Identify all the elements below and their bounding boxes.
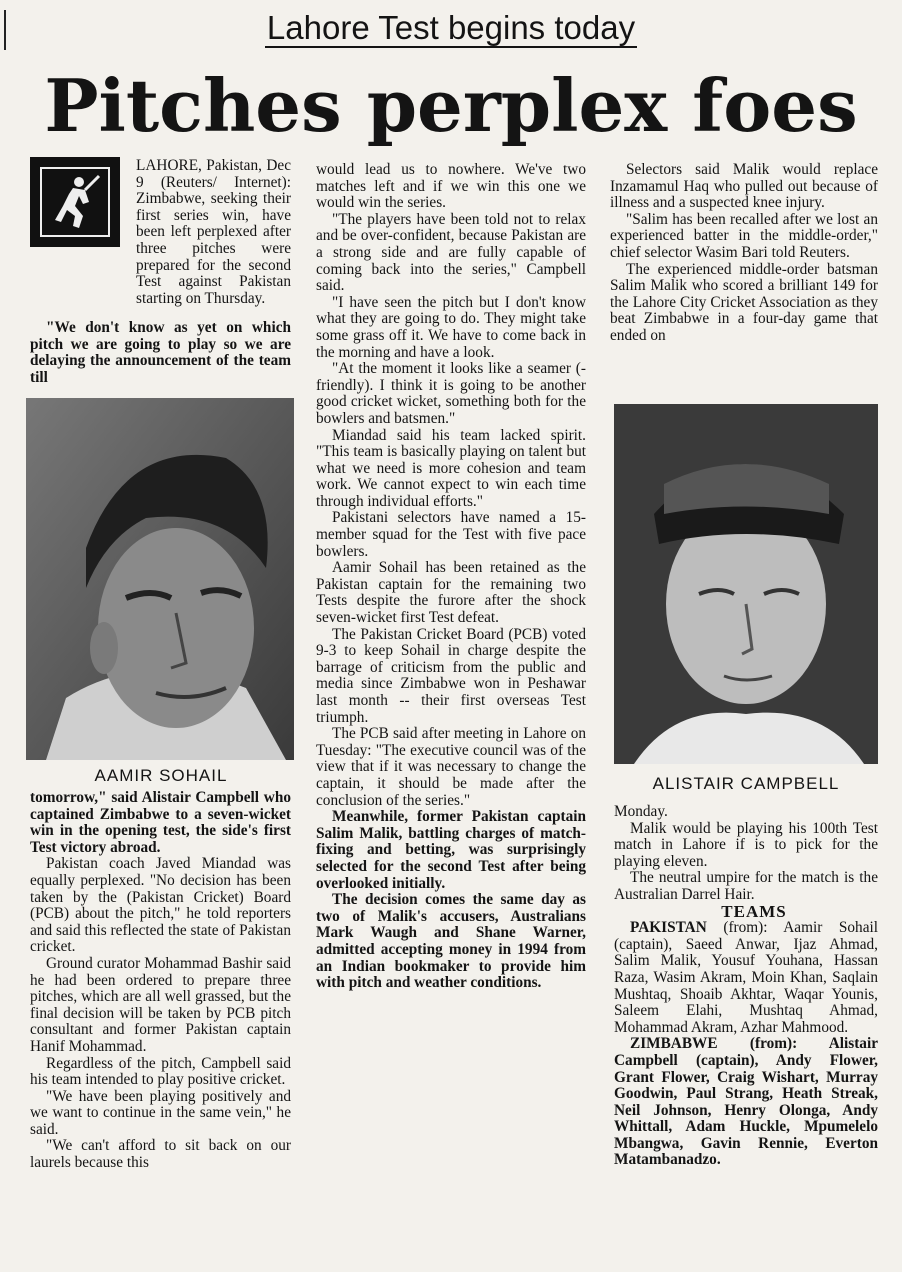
article-paragraph: The PCB said after meeting in Lahore on Tuesday: "The executive council was of the view that if it was necessary to change the captain, it should be made after the conclusion of the series.": [316, 725, 586, 809]
article-paragraph: "We have been playing positively and we want to continue in the same vein," he said.: [30, 1087, 291, 1138]
article-col3-top: [610, 162, 878, 345]
article-paragraph: Malik would be playing his 100th Test match in Lahore if is to pick for the playing eleven.: [614, 819, 878, 870]
article-paragraph: The neutral umpire for the match is the Australian Darrel Hair.: [614, 869, 878, 903]
article-paragraph: "We don't know as yet on which pitch we are going to play so we are delaying the announcement of the team till: [30, 319, 291, 386]
article-paragraph: "The players have been told not to relax and be over-confident, because Pakistan are a strong side and are fully capable of coming back into the series," Campbell said.: [316, 210, 586, 295]
article-paragraph: "At the moment it looks like a seamer (-friendly). I think it is going to be another good cricket wicket, something both for the bowlers and batsmen.": [316, 360, 586, 427]
article-paragraph: Pakistani selectors have named a 15-member squad for the Test with five pace bowlers.: [316, 509, 586, 560]
article-paragraph: Miandad said his team lacked spirit. "This team is basically playing on talent but what we need is more cohesion and team work. We cannot expect to win each time through individual efforts.": [316, 426, 586, 510]
article-paragraph: Aamir Sohail has been retained as the Pakistan captain for the remaining two Tests despite the furore after the shock seven-wicket first Test defeat.: [316, 559, 586, 627]
teams-heading: TEAMS: [721, 901, 787, 921]
article-paragraph: "Salim has been recalled after we lost an experienced batter in the middle-order," chief selector Wasim Bari told Reuters.: [610, 210, 878, 261]
teams-pakistan-label: PAKISTAN: [630, 919, 707, 937]
teams-pakistan: [614, 920, 878, 1036]
article-paragraph: Ground curator Mohammad Bashir said he had been ordered to prepare three pitches, which are all well grassed, but the final decision will be taken by PCB pitch consultant and former Pakistan captain Hanif Mohammad.: [30, 954, 291, 1055]
dateline-paragraph: LAHORE, Pakistan, Dec 9 (Reuters/ Internet): Zimbabwe, seeking their first series win, have been left perplexed after three pitches were prepared for the second Test against Pakistan starting on Thursday.: [136, 157, 291, 307]
article-col1-top: [136, 158, 291, 307]
cricket-logo-icon: [30, 157, 120, 247]
teams-zimbabwe: [614, 1036, 878, 1169]
headline: Pitches perplex foes: [44, 63, 858, 148]
article-col1-bottom: [30, 790, 291, 1172]
aamir-sohail-photo: [26, 398, 294, 760]
article-paragraph: Regardless of the pitch, Campbell said his team intended to play positive cricket.: [30, 1054, 291, 1089]
article-paragraph: Selectors said Malik would replace Inzamamul Haq who pulled out because of illness and a suspected knee injury.: [610, 161, 878, 212]
article-paragraph: tomorrow," said Alistair Campbell who captained Zimbabwe to a seven-wicket win in the opening test, the side's first Test victory abroad.: [30, 789, 291, 856]
photo-caption-left: AAMIR SOHAIL: [94, 766, 228, 785]
kicker: Lahore Test begins today: [266, 9, 636, 46]
article-paragraph: The experienced middle-order batsman Salim Malik who scored a brilliant 149 for the Lahore City Cricket Association as they beat Zimbabwe in a four-day game that ended on: [610, 260, 878, 344]
article-paragraph: "I have seen the pitch but I don't know what they are going to do. They might take some grass off it. We have to come back in the morning and have a look.: [316, 293, 586, 361]
article-col1-quote: [30, 320, 291, 386]
article-paragraph: Meanwhile, former Pakistan captain Salim Malik, battling charges of match-fixing and betting, was surprisingly selected for the second Test after being overlooked initially.: [316, 808, 586, 892]
article-paragraph: "We can't afford to sit back on our laurels because this: [30, 1137, 291, 1172]
teams-zimbabwe-list: (from): Alistair Campbell (captain), Andy Flower, Grant Flower, Craig Wishart, Murray Goodwin, Paul Strang, Heath Streak, Neil Johnson, Henry Olonga, Andy Whittall, Adam Huckle, Mpumelelo Mbangwa, Gavin Rennie, Everton Matambanadzo.: [614, 1035, 878, 1169]
article-paragraph: Pakistan coach Javed Miandad was equally perplexed. "No decision has been taken by the (Pakistan Cricket) Board (PCB) about the pitch," he told reporters and said this reflected the state of Pakistan cricket.: [30, 855, 291, 956]
teams-zimbabwe-label: ZIMBABWE: [630, 1035, 718, 1053]
photo-caption-right: ALISTAIR CAMPBELL: [652, 774, 840, 793]
alistair-campbell-photo: [614, 404, 878, 764]
article-paragraph: The decision comes the same day as two of Malik's accusers, Australians Mark Waugh and Shane Warner, admitted accepting money in 1994 from an Indian bookmaker to provide him with pitch and weather conditions.: [316, 891, 586, 992]
article-col3-bottom: [614, 804, 878, 1169]
article-paragraph: Monday.: [614, 803, 668, 820]
article-paragraph: would lead us to nowhere. We've two matches left and if we win this one we would win the series.: [316, 161, 586, 212]
article-paragraph: The Pakistan Cricket Board (PCB) voted 9-3 to keep Sohail in charge despite the barrage of criticism from the public and media since Zimbabwe won in Peshawar last month -- their first overseas Test triumph.: [316, 625, 586, 726]
article-col2: [316, 162, 586, 992]
teams-pakistan-list: (from): Aamir Sohail (captain), Saeed Anwar, Ijaz Ahmad, Salim Malik, Yousuf Youhana, Hassan Raza, Wasim Akram, Moin Khan, Saqlain Mushtaq, Shoaib Akhtar, Waqar Younis, Saleem Elahi, Mushtaq Ahmad, Mohammad Akram, Azhar Mahmood.: [614, 919, 878, 1036]
